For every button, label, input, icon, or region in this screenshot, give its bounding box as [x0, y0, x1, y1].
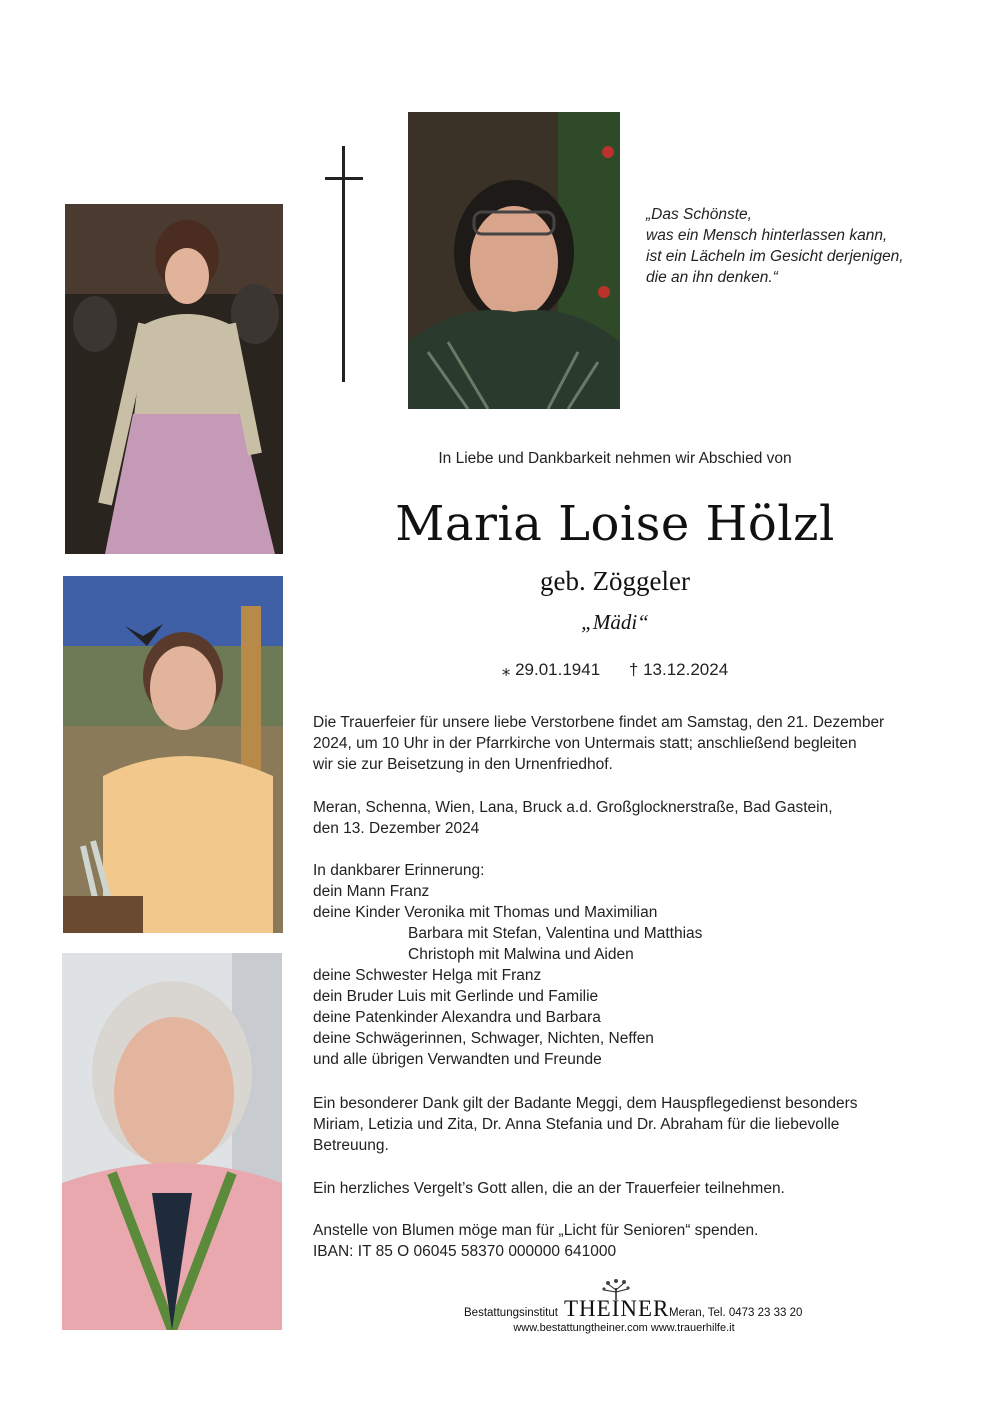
text-line: Anstelle von Blumen möge man für „Licht für Senioren“ spenden. — [313, 1222, 759, 1239]
iban-line: IBAN: IT 85 O 06045 58370 000000 641000 — [313, 1243, 617, 1260]
quote-line: was ein Mensch hinterlassen kann, — [646, 227, 888, 244]
text-line: Ein herzliches Vergelt’s Gott allen, die an der Trauerfeier teilnehmen. — [313, 1180, 785, 1197]
life-dates — [300, 660, 930, 680]
thanks-paragraph — [313, 1093, 943, 1156]
text-line: Barbara mit Stefan, Valentina und Matthias — [408, 925, 703, 942]
maiden-name: geb. Zöggeler — [540, 566, 690, 596]
text-line: den 13. Dezember 2024 — [313, 820, 480, 837]
text-line: deine Schwägerinnen, Schwager, Nichten, Neffen — [313, 1030, 654, 1047]
text-line: Betreuung. — [313, 1137, 389, 1154]
gratitude-paragraph — [313, 1178, 943, 1199]
text-line: dein Mann Franz — [313, 883, 430, 900]
portrait-photo-main — [408, 112, 620, 409]
young-woman-photo — [65, 204, 283, 554]
text-line: 2024, um 10 Uhr in der Pfarrkirche von Untermais statt; anschließend begleiten — [313, 735, 857, 752]
text-line: dein Bruder Luis mit Gerlinde und Familie — [313, 988, 599, 1005]
text-line: Meran, Schenna, Wien, Lana, Bruck a.d. Großglocknerstraße, Bad Gastein, — [313, 799, 833, 816]
quote-line: die an ihn denken.“ — [646, 269, 778, 286]
text-line: Die Trauerfeier für unsere liebe Verstorbene findet am Samstag, den 21. Dezember — [313, 714, 885, 731]
intro-text: In Liebe und Dankbarkeit nehmen wir Abschied von — [438, 450, 792, 467]
mourners-list — [313, 860, 943, 1070]
text-line: wir sie zur Beisetzung in den Urnenfriedhof. — [313, 756, 613, 773]
text-line: deine Patenkinder Alexandra und Barbara — [313, 1009, 601, 1026]
quote-line: ist ein Lächeln im Gesicht derjenigen, — [646, 248, 904, 265]
deceased-name: Maria Loise Hölzl — [395, 496, 835, 552]
text-line: und alle übrigen Verwandten und Freunde — [313, 1051, 602, 1068]
cross-icon — [325, 146, 363, 382]
text-line: In dankbarer Erinnerung: — [313, 862, 485, 879]
text-line: deine Kinder Veronika mit Thomas und Maximilian — [313, 904, 658, 921]
text-line: Ein besonderer Dank gilt der Badante Meggi, dem Hauspflegedienst besonders — [313, 1095, 858, 1112]
quote — [646, 204, 946, 288]
funeral-paragraph — [313, 712, 943, 775]
footer-websites: www.bestattungtheiner.com www.trauerhilfe.it — [513, 1322, 735, 1334]
place-paragraph — [313, 797, 943, 839]
outdoor-portrait-photo — [63, 576, 283, 933]
nickname: „Mädi“ — [581, 610, 649, 634]
text-line: deine Schwester Helga mit Franz — [313, 967, 542, 984]
text-line: Christoph mit Malwina und Aiden — [408, 946, 634, 963]
elderly-portrait-photo — [62, 953, 282, 1330]
death-date: † 13.12.2024 — [628, 660, 729, 679]
footer-prefix: Bestattungsinstitut — [464, 1307, 558, 1319]
footer-contact: Meran, Tel. 0473 23 33 20 — [669, 1307, 803, 1319]
donation-paragraph — [313, 1220, 943, 1262]
footer-brand: THEINER — [564, 1296, 670, 1321]
birth-date: ⁎ 29.01.1941 — [501, 660, 601, 679]
text-line: Miriam, Letizia und Zita, Dr. Anna Stefania und Dr. Abraham für die liebevolle — [313, 1116, 840, 1133]
quote-line: „Das Schönste, — [646, 206, 752, 223]
